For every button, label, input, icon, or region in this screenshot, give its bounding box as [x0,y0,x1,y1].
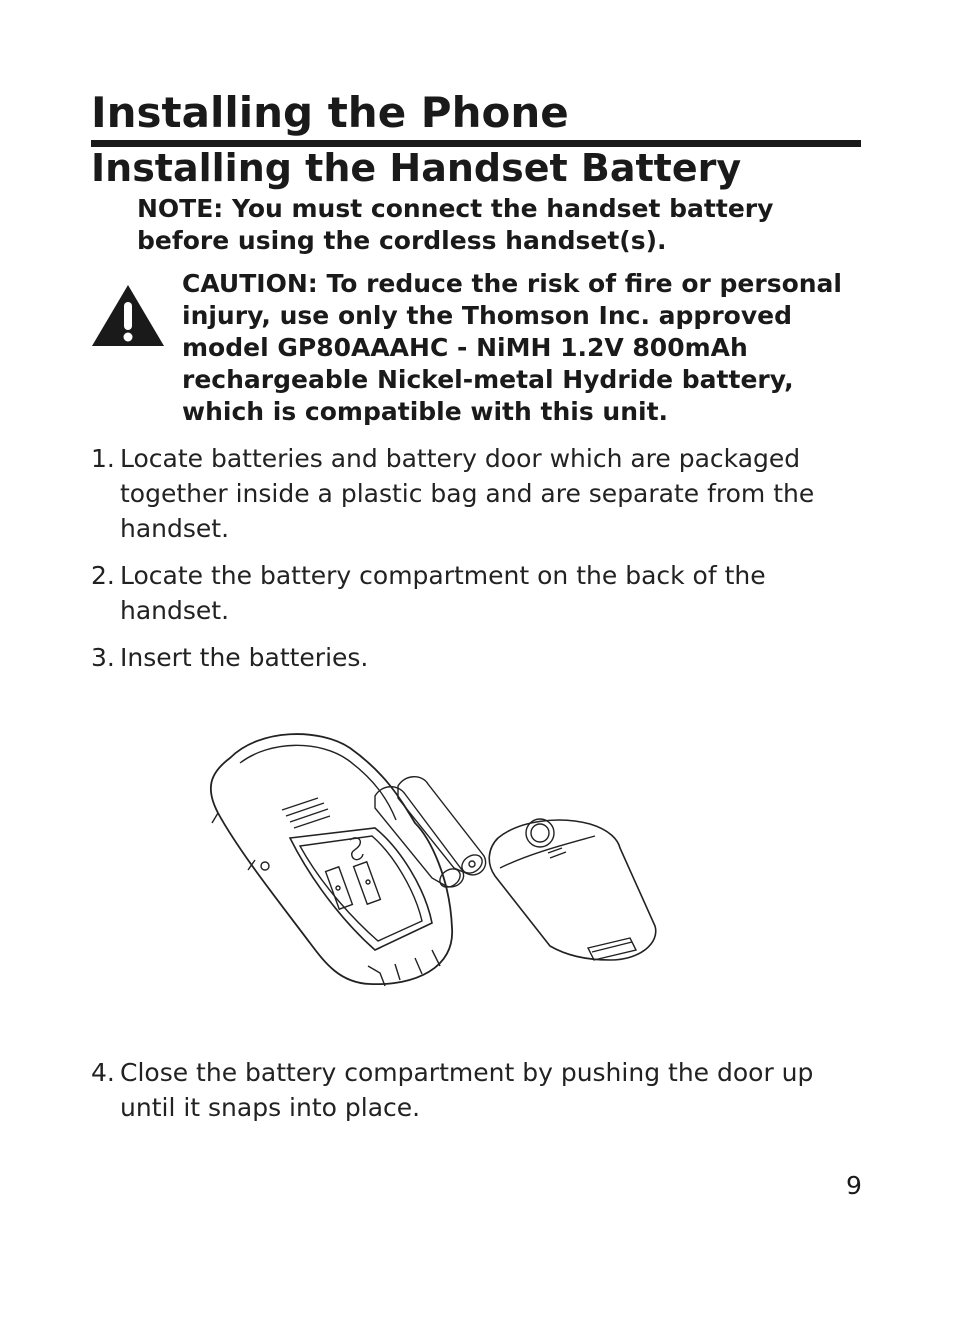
steps-list [91,441,866,687]
step-item [91,640,866,675]
note-text: NOTE: You must connect the handset battery before using the cordless handset(s). [137,194,774,255]
step-number: 2. [91,561,115,590]
step-text: Insert the batteries. [120,643,369,672]
step-number: 3. [91,643,115,672]
step-number: 1. [91,444,115,473]
step-text: Locate the battery compartment on the back of the handset. [120,561,766,625]
page-title: Installing the Phone [91,86,861,147]
battery-door-drawing [489,819,656,960]
section-title: Installing the Handset Battery [91,146,742,190]
steps-list-continued [91,1055,866,1137]
step-item [91,441,866,546]
step-item [91,1055,866,1125]
caution-text: CAUTION: To reduce the risk of fire or personal injury, use only the Thomson Inc. approved model GP80AAAHC - NiMH 1.2V 800mAh rechargeable Nickel-metal Hydride battery, which is compatible with this unit. [182,269,842,426]
step-text: Locate batteries and battery door which are packaged together inside a plastic bag and are separate from the handset. [120,444,815,543]
warning-triangle-icon [91,284,165,348]
batteries-drawing [375,777,486,891]
handset-drawing [211,734,452,986]
step-text: Close the battery compartment by pushing the door up until it snaps into place. [120,1058,814,1122]
step-item [91,558,866,628]
page-number: 9 [846,1171,862,1200]
step-number: 4. [91,1058,115,1087]
handset-battery-illustration [200,728,665,990]
